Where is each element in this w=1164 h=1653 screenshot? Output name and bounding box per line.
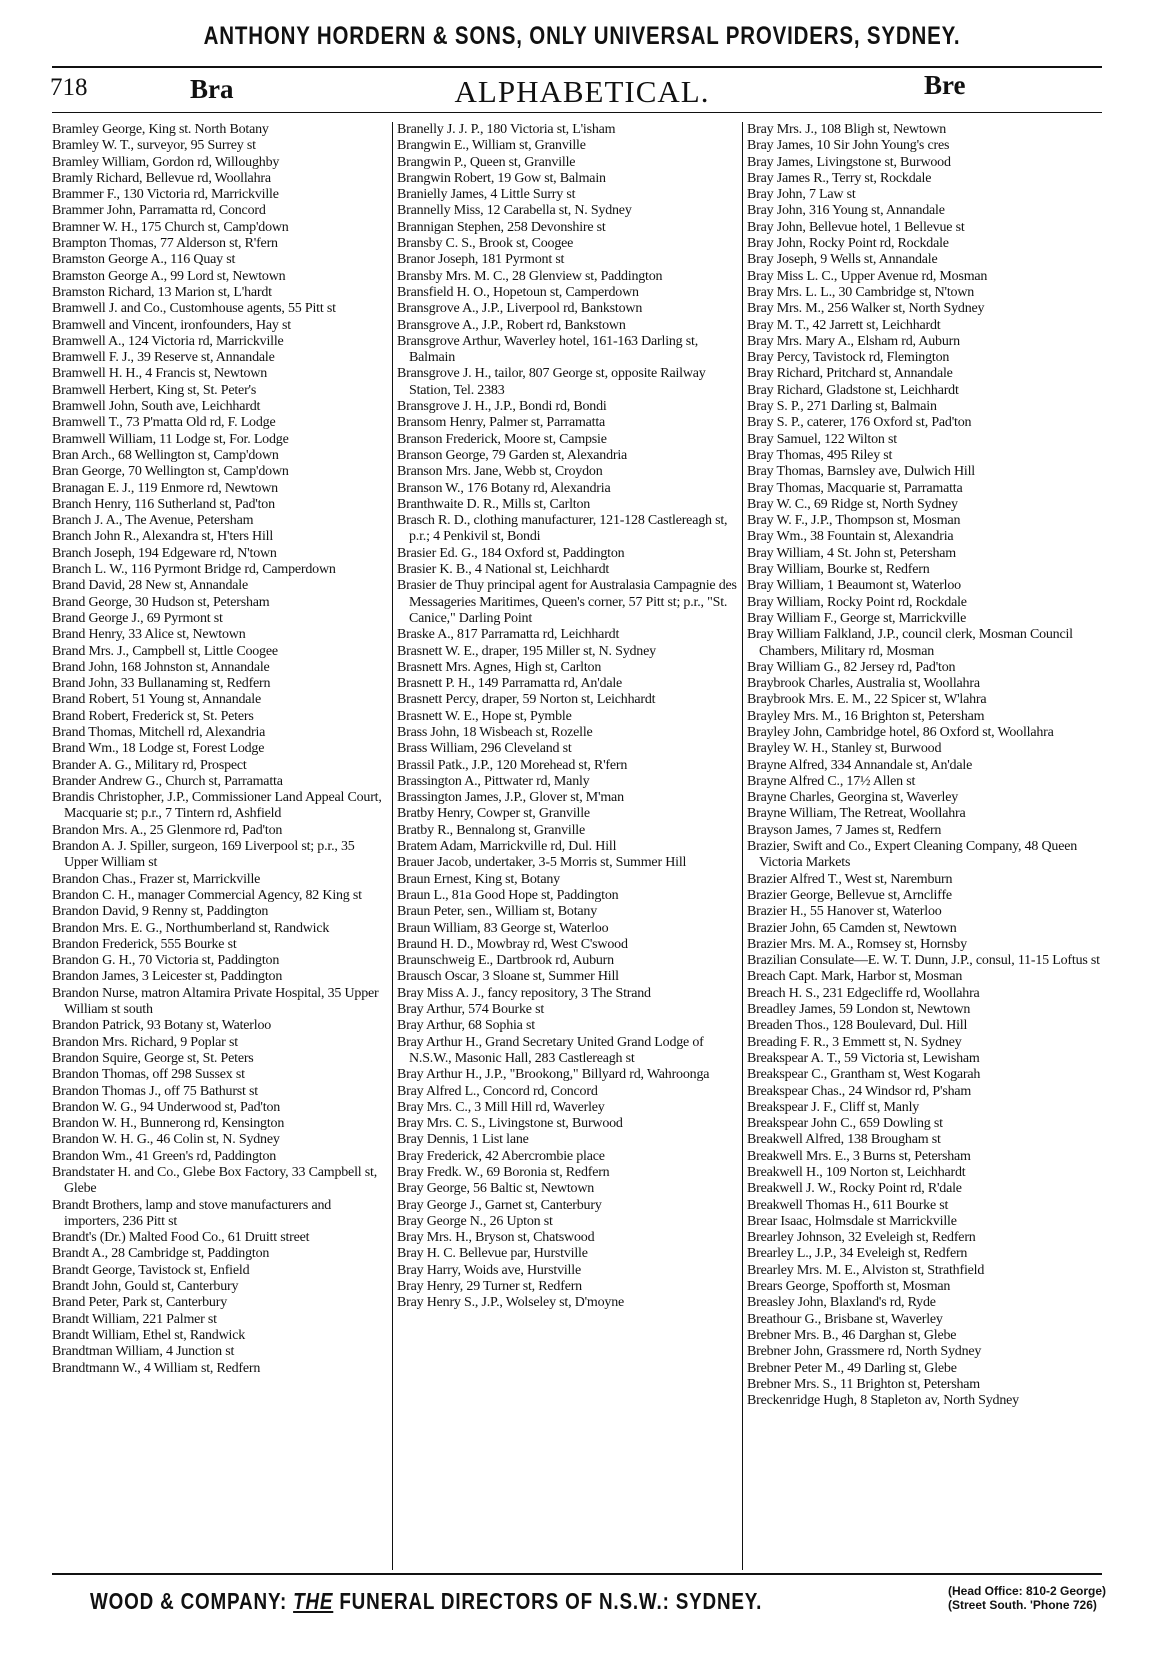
directory-entry: Bray Mrs. C., 3 Mill Hill rd, Waverley [397, 1099, 605, 1115]
directory-entry: Brand Robert, 51 Young st, Annandale [52, 692, 262, 708]
directory-entry: Bramly Richard, Bellevue rd, Woollahra [52, 170, 271, 186]
directory-entry: Bray John, Bellevue hotel, 1 Bellevue st [747, 219, 965, 235]
directory-entry: Bransfield H. O., Hopetoun st, Camperdown [397, 284, 639, 300]
directory-entry: Brandon Patrick, 93 Botany st, Waterloo [52, 1018, 272, 1034]
directory-entry: Brandt William, 221 Palmer st [52, 1311, 217, 1327]
directory-entry: Brammer John, Parramatta rd, Concord [52, 203, 266, 219]
directory-entry: Brasch R. D., clothing manufacturer, 121-128 Castlereagh st, p.r.; 4 Penkivil st, Bondi [397, 513, 728, 545]
directory-entry: Bray Mrs. Mary A., Elsham rd, Auburn [747, 333, 960, 349]
directory-entry: Braun William, 83 George st, Waterloo [397, 920, 609, 936]
directory-entry: Bramwell William, 11 Lodge st, For. Lodge [52, 431, 289, 447]
directory-entry: Bramston Richard, 13 Marion st, L'hardt [52, 284, 272, 300]
footer-note-line: (Head Office: 810-2 George) [948, 1584, 1107, 1598]
directory-entry: Brandon W. H. G., 46 Colin st, N. Sydney [52, 1132, 280, 1148]
directory-entry: Brandon Mrs. E. G., Northumberland st, Randwick [52, 920, 330, 936]
directory-entry: Branch L. W., 116 Pyrmont Bridge rd, Camperdown [52, 562, 336, 578]
directory-entry: Brand Thomas, Mitchell rd, Alexandria [52, 724, 266, 740]
directory-entry: Brandon Mrs. A., 25 Glenmore rd, Pad'ton [52, 822, 283, 838]
directory-entry: Brand George, 30 Hudson st, Petersham [52, 594, 270, 610]
directory-entry: Breading F. R., 3 Emmett st, N. Sydney [747, 1034, 962, 1050]
directory-entry: Brand Peter, Park st, Canterbury [52, 1295, 227, 1311]
directory-entry: Bray S. P., caterer, 176 Oxford st, Pad'ton [747, 415, 972, 431]
directory-entry: Bray James R., Terry st, Rockdale [747, 170, 932, 186]
directory-entry: Brammer F., 130 Victoria rd, Marrickville [52, 187, 279, 203]
directory-entry: Braske A., 817 Parramatta rd, Leichhardt [397, 627, 620, 643]
directory-entry: Bransgrove J. H., J.P., Bondi rd, Bondi [397, 399, 607, 415]
directory-entry: Bratem Adam, Marrickville rd, Dul. Hill [397, 839, 617, 855]
directory-entry: Brebner Mrs. S., 11 Brighton st, Petersham [747, 1376, 980, 1392]
directory-entry: Bransby Mrs. M. C., 28 Glenview st, Paddington [397, 268, 663, 284]
directory-entry: Bray Arthur, 68 Sophia st [397, 1018, 535, 1034]
directory-entry: Brangwin E., William st, Granville [397, 138, 586, 154]
directory-entry: Bransgrove A., J.P., Robert rd, Bankstown [397, 317, 626, 333]
directory-entry: Branelly J. J. P., 180 Victoria st, L'isham [397, 122, 616, 137]
footer-note-line: (Street South. 'Phone 726) [948, 1598, 1097, 1612]
directory-entry: Braunschweig E., Dartbrook rd, Auburn [397, 953, 614, 969]
directory-entry: Brassington A., Pittwater rd, Manly [397, 773, 590, 789]
directory-entry: Breach Capt. Mark, Harbor st, Mosman [747, 969, 963, 985]
directory-entry: Brayne Charles, Georgina st, Waverley [747, 790, 959, 806]
directory-entry: Bray Thomas, 495 Riley st [747, 447, 893, 463]
directory-entry: Branson Frederick, Moore st, Campsie [397, 431, 607, 447]
directory-entry: Breakwell H., 109 Norton st, Leichhardt [747, 1165, 966, 1180]
directory-entry: Bray Mrs. L. L., 30 Cambridge st, N'town [747, 284, 975, 300]
directory-entry: Bray M. T., 42 Jarrett st, Leichhardt [747, 317, 941, 333]
directory-entry: Brear Isaac, Holmsdale st Marrickville [747, 1213, 957, 1229]
directory-entry: Bramwell Herbert, King st, St. Peter's [52, 382, 257, 398]
directory-entry: Brasier de Thuy principal agent for Australasia Campagnie des Messageries Maritimes, Queen's corner, 57 Pitt st; p.r., "St. Canice," Darling Point [397, 578, 737, 626]
directory-entry: Brandon W. H., Bunnerong rd, Kensington [52, 1116, 285, 1132]
directory-entry: Branch J. A., The Avenue, Petersham [52, 513, 254, 529]
directory-entry: Brandt John, Gould st, Canterbury [52, 1279, 239, 1295]
directory-entry: Bray Wm., 38 Fountain st, Alexandria [747, 529, 954, 545]
directory-entry: Brayne William, The Retreat, Woollahra [747, 806, 966, 822]
directory-entry: Bratby R., Bennalong st, Granville [397, 822, 586, 838]
directory-entry: Brandon G. H., 70 Victoria st, Paddington [52, 953, 280, 969]
directory-entry: Braun Peter, sen., William st, Botany [397, 904, 598, 920]
directory-entry: Bramley W. T., surveyor, 95 Surrey st [52, 138, 256, 154]
directory-entry: Brearley Johnson, 32 Eveleigh st, Redfern [747, 1230, 976, 1246]
directory-entry: Brandon Frederick, 555 Bourke st [52, 936, 237, 952]
directory-entry: Brandon Squire, George st, St. Peters [52, 1050, 254, 1066]
directory-entry: Brausch Oscar, 3 Sloane st, Summer Hill [397, 969, 619, 985]
directory-entry: Brand David, 28 New st, Annandale [52, 578, 248, 594]
directory-entry: Bramwell J. and Co., Customhouse agents, 55 Pitt st [52, 301, 336, 317]
directory-entry: Bray S. P., 271 Darling st, Balmain [747, 399, 937, 415]
directory-entry: Brass William, 296 Cleveland st [397, 741, 572, 757]
column-3 [747, 122, 1102, 1570]
directory-entry: Bray William, Bourke st, Redfern [747, 562, 930, 578]
directory-entry: Bratby Henry, Cowper st, Granville [397, 806, 590, 822]
directory-entry: Bramwell F. J., 39 Reserve st, Annandale [52, 350, 275, 366]
directory-entry: Brandon James, 3 Leicester st, Paddington [52, 969, 283, 985]
directory-entry: Bray William, 4 St. John st, Petersham [747, 545, 956, 561]
directory-entry: Brebner Mrs. B., 46 Darghan st, Glebe [747, 1327, 957, 1343]
advertising-banner: ANTHONY HORDERN & SONS, ONLY UNIVERSAL PROVIDERS, SYDNEY. [203, 22, 961, 50]
directory-entry: Bray Mrs. J., 108 Bligh st, Newtown [747, 122, 947, 137]
directory-entry: Brebner John, Grassmere rd, North Sydney [747, 1344, 982, 1360]
directory-entry: Bray George J., Garnet st, Canterbury [397, 1197, 602, 1213]
directory-entry: Brandon C. H., manager Commercial Agency, 82 King st [52, 887, 362, 903]
directory-entry: Brayley Mrs. M., 16 Brighton st, Petersham [747, 708, 985, 724]
directory-entry: Brazier Alfred T., West st, Naremburn [747, 871, 953, 887]
directory-entry: Breakwell Thomas H., 611 Bourke st [747, 1197, 949, 1213]
footer-advert [90, 1588, 762, 1615]
directory-entry: Branielly James, 4 Little Surry st [397, 187, 576, 203]
directory-entry: Bransgrove Arthur, Waverley hotel, 161-163 Darling st, Balmain [397, 333, 699, 366]
directory-entry: Bray Frederick, 42 Abercrombie place [397, 1148, 605, 1164]
column-1 [52, 122, 388, 1570]
directory-entry: Breakspear John C., 659 Dowling st [747, 1116, 943, 1132]
directory-entry: Brandon Thomas, off 298 Sussex st [52, 1067, 245, 1083]
directory-entry: Bray John, 7 Law st [747, 187, 856, 203]
directory-entry: Branch Joseph, 194 Edgeware rd, N'town [52, 545, 277, 561]
directory-entry: Branson George, 79 Garden st, Alexandria [397, 447, 628, 463]
directory-entry: Bray Alfred L., Concord rd, Concord [397, 1083, 598, 1099]
directory-entry: Bray H. C. Bellevue par, Hurstville [397, 1246, 588, 1262]
directory-entry: Brassil Patk., J.P., 120 Morehead st, R'fern [397, 757, 628, 773]
directory-entry: Brandis Christopher, J.P., Commissioner Land Appeal Court, Macquarie st; p.r., 7 Tintern rd, Ashfield [52, 790, 382, 822]
directory-entry: Brand George J., 69 Pyrmont st [52, 610, 223, 626]
directory-entry: Bramley George, King st. North Botany [52, 122, 269, 137]
directory-entry: Bran George, 70 Wellington st, Camp'down [52, 464, 289, 480]
directory-entry: Brazier John, 65 Camden st, Newtown [747, 920, 957, 936]
directory-entry: Breakwell Alfred, 138 Brougham st [747, 1132, 941, 1148]
directory-entry: Branagan E. J., 119 Enmore rd, Newtown [52, 480, 278, 496]
directory-entry: Bray Miss L. C., Upper Avenue rd, Mosman [747, 268, 988, 284]
directory-entry: Brasnett Mrs. Agnes, High st, Carlton [397, 659, 602, 675]
directory-entry: Bray Mrs. C. S., Livingstone st, Burwood [397, 1116, 623, 1132]
directory-entry: Bray Arthur H., Grand Secretary United Grand Lodge of N.S.W., Masonic Hall, 283 Castlereagh st [397, 1034, 704, 1066]
directory-entry: Brassington James, J.P., Glover st, M'man [397, 790, 624, 806]
directory-entry: Bray Harry, Woids ave, Hurstville [397, 1262, 581, 1278]
directory-entry: Brand Wm., 18 Lodge st, Forest Lodge [52, 741, 265, 757]
directory-entry: Brandon Mrs. Richard, 9 Poplar st [52, 1034, 238, 1050]
directory-entry: Bray John, Rocky Point rd, Rockdale [747, 236, 949, 252]
directory-entry: Bransgrove J. H., tailor, 807 George st, opposite Railway Station, Tel. 2383 [397, 366, 706, 398]
directory-entry: Brebner Peter M., 49 Darling st, Glebe [747, 1360, 957, 1376]
directory-entry: Bray Arthur H., J.P., "Brookong," Billyard rd, Wahroonga [397, 1067, 710, 1083]
directory-entry: Breakwell Mrs. E., 3 Burns st, Petersham [747, 1148, 971, 1164]
directory-entry: Brandt George, Tavistock st, Enfield [52, 1262, 250, 1278]
footer-office-note [948, 1584, 1108, 1612]
directory-entry: Breach H. S., 231 Edgecliffe rd, Woollahra [747, 985, 980, 1001]
directory-entry: Brazilian Consulate—E. W. T. Dunn, J.P., consul, 11-15 Loftus st [747, 953, 1100, 969]
page-number: 718 [50, 74, 88, 101]
directory-entry: Braybrook Charles, Australia st, Woollahra [747, 676, 980, 692]
directory-entry: Braund H. D., Mowbray rd, West C'swood [397, 936, 628, 952]
directory-entry: Bramner W. H., 175 Church st, Camp'down [52, 219, 289, 235]
directory-entry: Brannigan Stephen, 258 Devonshire st [397, 219, 606, 235]
directory-entry: Brasier K. B., 4 National st, Leichhardt [397, 562, 610, 578]
directory-entry: Brayne Alfred, 334 Annandale st, An'dale [747, 757, 973, 773]
directory-entry: Branch Henry, 116 Sutherland st, Pad'ton [52, 496, 275, 512]
directory-entry: Bramwell T., 73 P'matta Old rd, F. Lodge [52, 415, 276, 431]
directory-entry: Brandon Chas., Frazer st, Marrickville [52, 871, 261, 887]
directory-entry: Brass John, 18 Wisbeach st, Rozelle [397, 724, 593, 740]
directory-entry: Bray William Falkland, J.P., council clerk, Mosman Council Chambers, Military rd, Mosman [747, 627, 1073, 659]
directory-entry: Bramwell John, South ave, Leichhardt [52, 399, 261, 415]
directory-entry: Brandt A., 28 Cambridge st, Paddington [52, 1246, 270, 1262]
right-guide-word: Bre [924, 70, 966, 100]
directory-entry: Bray John, 316 Young st, Annandale [747, 203, 945, 219]
directory-entry: Brasnett W. E., Hope st, Pymble [397, 708, 572, 724]
directory-entry: Bray Dennis, 1 List lane [397, 1132, 529, 1148]
footer-company: WOOD & COMPANY: [90, 1588, 288, 1614]
directory-entry: Brandtmann W., 4 William st, Redfern [52, 1360, 261, 1376]
directory-entry: Bray Percy, Tavistock rd, Flemington [747, 350, 950, 366]
column-2 [397, 122, 737, 1570]
directory-entry: Brangwin Robert, 19 Gow st, Balmain [397, 170, 606, 186]
directory-entry: Brandt Brothers, lamp and stove manufacturers and importers, 236 Pitt st [52, 1197, 332, 1229]
column-divider [742, 122, 743, 1570]
directory-entry: Brandon A. J. Spiller, surgeon, 169 Liverpool st; p.r., 35 Upper William st [52, 839, 355, 871]
directory-entry: Brayne Alfred C., 17½ Allen st [747, 773, 916, 789]
directory-entry: Brearley Mrs. M. E., Alviston st, Strathfield [747, 1262, 985, 1278]
directory-entry: Brandstater H. and Co., Glebe Box Factory, 33 Campbell st, Glebe [52, 1165, 377, 1197]
directory-entry: Brazier H., 55 Hanover st, Waterloo [747, 904, 942, 920]
directory-entry: Bray Mrs. H., Bryson st, Chatswood [397, 1230, 595, 1246]
bottom-rule [52, 1573, 1102, 1575]
directory-entry: Bramwell A., 124 Victoria rd, Marrickville [52, 333, 284, 349]
directory-entry: Braun Ernest, King st, Botany [397, 871, 560, 887]
directory-entry: Brears George, Spofforth st, Mosman [747, 1279, 951, 1295]
column-divider [392, 122, 393, 1570]
directory-entry: Bray Thomas, Barnsley ave, Dulwich Hill [747, 464, 975, 480]
directory-entry: Brandt William, Ethel st, Randwick [52, 1327, 246, 1343]
directory-entry: Branch John R., Alexandra st, H'ters Hill [52, 529, 274, 545]
directory-entry: Breasley John, Blaxland's rd, Ryde [747, 1295, 936, 1311]
directory-entry: Brandon Nurse, matron Altamira Private Hospital, 35 Upper William st south [52, 985, 379, 1018]
directory-entry: Brayson James, 7 James st, Redfern [747, 822, 942, 838]
footer-tagline: FUNERAL DIRECTORS OF N.S.W.: SYDNEY. [339, 1588, 763, 1614]
directory-entry: Brangwin P., Queen st, Granville [397, 154, 576, 170]
directory-entry: Breakspear J. F., Cliff st, Manly [747, 1099, 920, 1115]
directory-entry: Breckenridge Hugh, 8 Stapleton av, North Sydney [747, 1393, 1019, 1409]
directory-entry: Bray Mrs. M., 256 Walker st, North Sydney [747, 301, 985, 317]
page-title: ALPHABETICAL. [454, 74, 710, 109]
directory-entry: Brazier, Swift and Co., Expert Cleaning Company, 48 Queen Victoria Markets [747, 839, 1078, 871]
directory-entry: Bray Henry S., J.P., Wolseley st, D'moyne [397, 1295, 625, 1311]
directory-entry: Brandon Wm., 41 Green's rd, Paddington [52, 1148, 277, 1164]
directory-entry: Bransgrove A., J.P., Liverpool rd, Bankstown [397, 301, 643, 317]
directory-entry: Brearley L., J.P., 34 Eveleigh st, Redfern [747, 1246, 968, 1262]
directory-entry: Branthwaite D. R., Mills st, Carlton [397, 496, 591, 512]
directory-entry: Breakspear A. T., 59 Victoria st, Lewisham [747, 1050, 980, 1066]
directory-entry: Bray W. C., 69 Ridge st, North Sydney [747, 496, 958, 512]
footer-the: THE [293, 1588, 334, 1614]
directory-entry: Bray William, Rocky Point rd, Rockdale [747, 594, 967, 610]
directory-entry: Bramwell and Vincent, ironfounders, Hay st [52, 317, 291, 333]
directory-entry: Bran Arch., 68 Wellington st, Camp'down [52, 447, 279, 463]
directory-entry: Bray W. F., J.P., Thompson st, Mosman [747, 513, 961, 529]
directory-entry: Bray James, Livingstone st, Burwood [747, 154, 951, 170]
directory-entry: Bramwell H. H., 4 Francis st, Newtown [52, 366, 268, 382]
directory-entry: Bransby C. S., Brook st, Coogee [397, 236, 574, 252]
directory-entry: Brandt's (Dr.) Malted Food Co., 61 Druitt street [52, 1230, 310, 1246]
directory-entry: Brasnett P. H., 149 Parramatta rd, An'dale [397, 676, 623, 692]
directory-entry: Bray Thomas, Macquarie st, Parramatta [747, 480, 963, 496]
directory-entry: Brandon David, 9 Renny st, Paddington [52, 904, 269, 920]
directory-entry: Brand John, 168 Johnston st, Annandale [52, 659, 270, 675]
directory-entry: Bray Samuel, 122 Wilton st [747, 431, 897, 447]
directory-entry: Brampton Thomas, 77 Alderson st, R'fern [52, 236, 278, 252]
directory-entry: Brandon Thomas J., off 75 Bathurst st [52, 1083, 258, 1099]
top-rule [52, 66, 1102, 68]
directory-entry: Bray Henry, 29 Turner st, Redfern [397, 1279, 582, 1295]
directory-entry: Brayley W. H., Stanley st, Burwood [747, 741, 942, 757]
directory-entry: Brasnett W. E., draper, 195 Miller st, N. Sydney [397, 643, 656, 659]
left-guide-word: Bra [190, 74, 234, 104]
directory-entry: Breathour G., Brisbane st, Waverley [747, 1311, 943, 1327]
header-rule [52, 112, 1102, 113]
directory-entry: Brand Robert, Frederick st, St. Peters [52, 708, 254, 724]
directory-entry: Bray Richard, Pritchard st, Annandale [747, 366, 953, 382]
directory-entry: Brazier Mrs. M. A., Romsey st, Hornsby [747, 936, 967, 952]
directory-entry: Brannelly Miss, 12 Carabella st, N. Sydney [397, 203, 632, 219]
directory-entry: Brayley John, Cambridge hotel, 86 Oxford st, Woollahra [747, 724, 1054, 740]
directory-columns [52, 122, 1102, 1570]
directory-entry: Bramston George A., 99 Lord st, Newtown [52, 268, 286, 284]
directory-entry: Bray Joseph, 9 Wells st, Annandale [747, 252, 938, 268]
directory-entry: Bransom Henry, Palmer st, Parramatta [397, 415, 606, 431]
directory-entry: Brasnett Percy, draper, 59 Norton st, Leichhardt [397, 692, 656, 708]
directory-entry: Breakspear C., Grantham st, West Kogarah [747, 1067, 981, 1083]
directory-entry: Brand Henry, 33 Alice st, Newtown [52, 627, 246, 643]
directory-entry: Breaden Thos., 128 Boulevard, Dul. Hill [747, 1018, 968, 1034]
directory-entry: Breadley James, 59 London st, Newtown [747, 1002, 971, 1018]
directory-entry: Braybrook Mrs. E. M., 22 Spicer st, W'lahra [747, 692, 987, 708]
directory-entry: Brander Andrew G., Church st, Parramatta [52, 773, 283, 789]
directory-entry: Branor Joseph, 181 Pyrmont st [397, 252, 565, 268]
directory-entry: Bray Miss A. J., fancy repository, 3 The Strand [397, 985, 651, 1001]
directory-entry: Bramston George A., 116 Quay st [52, 252, 236, 268]
directory-entry: Branson W., 176 Botany rd, Alexandria [397, 480, 611, 496]
directory-entry: Brasier Ed. G., 184 Oxford st, Paddington [397, 545, 625, 561]
directory-entry: Bray Fredk. W., 69 Boronia st, Redfern [397, 1165, 610, 1180]
directory-entry: Bray William G., 82 Jersey rd, Pad'ton [747, 659, 956, 675]
directory-entry: Bray Arthur, 574 Bourke st [397, 1002, 545, 1018]
directory-entry: Brander A. G., Military rd, Prospect [52, 757, 247, 773]
directory-entry: Bray William, 1 Beaumont st, Waterloo [747, 578, 961, 594]
directory-entry: Brazier George, Bellevue st, Arncliffe [747, 887, 952, 903]
directory-entry: Brandon W. G., 94 Underwood st, Pad'ton [52, 1099, 281, 1115]
directory-entry: Brand Mrs. J., Campbell st, Little Coogee [52, 643, 278, 659]
directory-entry: Bray James, 10 Sir John Young's cres [747, 138, 950, 154]
directory-entry: Brand John, 33 Bullanaming st, Redfern [52, 676, 271, 692]
directory-entry: Bramley William, Gordon rd, Willoughby [52, 154, 280, 170]
directory-entry: Brandtman William, 4 Junction st [52, 1344, 235, 1360]
directory-entry: Brauer Jacob, undertaker, 3-5 Morris st, Summer Hill [397, 855, 687, 871]
directory-entry: Braun L., 81a Good Hope st, Paddington [397, 887, 619, 903]
directory-entry: Breakwell J. W., Rocky Point rd, R'dale [747, 1181, 962, 1197]
directory-entry: Branson Mrs. Jane, Webb st, Croydon [397, 464, 603, 480]
directory-entry: Bray Richard, Gladstone st, Leichhardt [747, 382, 959, 398]
directory-entry: Bray William F., George st, Marrickville [747, 610, 967, 626]
directory-entry: Breakspear Chas., 24 Windsor rd, P'sham [747, 1083, 972, 1099]
directory-entry: Bray George, 56 Baltic st, Newtown [397, 1181, 595, 1197]
directory-entry: Bray George N., 26 Upton st [397, 1213, 553, 1229]
